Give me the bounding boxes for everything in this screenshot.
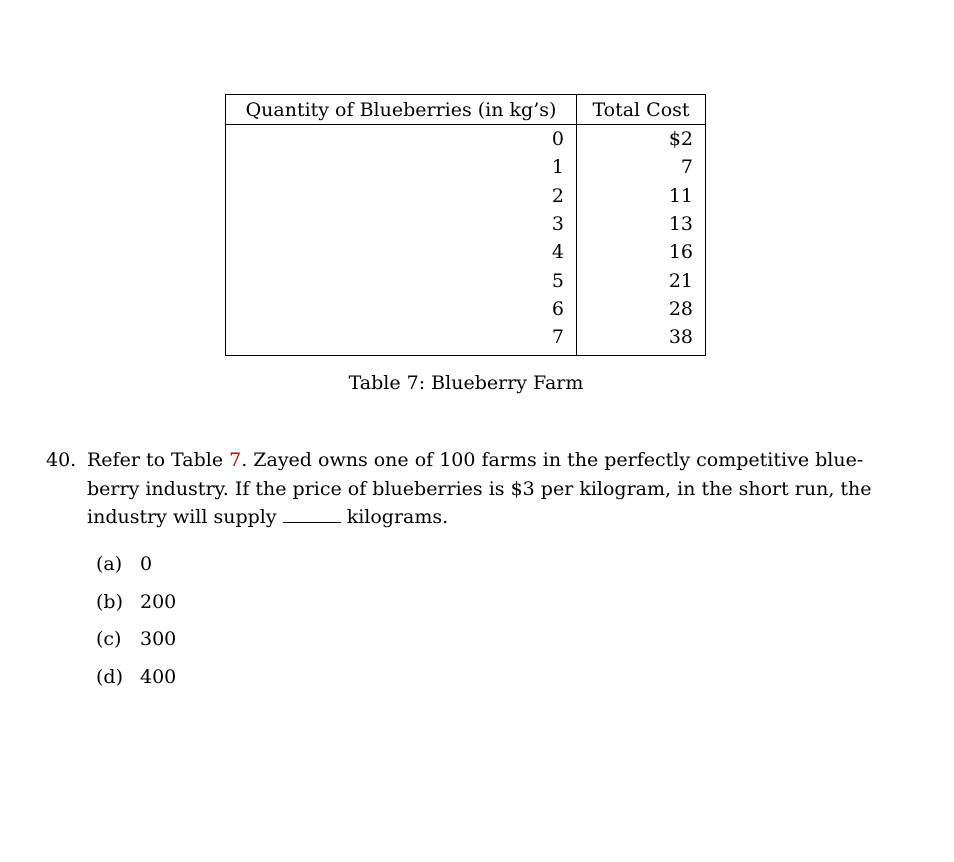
option-value: 400: [140, 665, 177, 688]
option-label: (b): [96, 590, 123, 613]
question-text-part3: kilograms.: [340, 506, 449, 528]
quantity-cell: 0: [226, 125, 577, 154]
question-text-part1: Refer to Table: [87, 449, 230, 471]
table-reference-link[interactable]: 7: [229, 449, 242, 471]
table-row: [226, 210, 706, 238]
header-total-cost: Total Cost: [577, 95, 706, 125]
option-a[interactable]: [96, 550, 176, 588]
quantity-cell: 5: [226, 266, 577, 294]
option-value: 200: [140, 590, 177, 613]
total-cost-cell: $2: [668, 128, 693, 151]
total-cost-cell: 7: [680, 156, 693, 179]
option-label: (a): [96, 553, 123, 575]
table-row: [226, 323, 706, 356]
table-row: [226, 125, 706, 154]
total-cost-cell: 13: [668, 213, 693, 236]
question-40: [46, 446, 906, 532]
option-value: 0: [140, 553, 153, 575]
table-header-row: [226, 95, 706, 125]
table-row: [226, 153, 706, 181]
option-b[interactable]: [96, 588, 176, 626]
total-cost-cell: 16: [668, 241, 693, 264]
quantity-cell: 1: [226, 153, 577, 181]
table-row: [226, 266, 706, 294]
option-label: (d): [96, 665, 123, 688]
total-cost-cell: 38: [668, 326, 693, 349]
question-stem: [87, 446, 906, 532]
cost-table-container: [225, 94, 706, 356]
table-row: [226, 182, 706, 210]
answer-options: [96, 550, 176, 700]
header-quantity: Quantity of Blueberries (in kg’s): [226, 95, 577, 125]
quantity-cell: 4: [226, 238, 577, 266]
table-caption: Table 7: Blueberry Farm: [348, 372, 584, 394]
table-row: [226, 238, 706, 266]
quantity-cell: 2: [226, 182, 577, 210]
quantity-cell: 6: [226, 295, 577, 323]
option-d[interactable]: [96, 663, 176, 701]
quantity-cell: 3: [226, 210, 577, 238]
blueberry-cost-table: [225, 94, 706, 356]
question-text-part2: . Zayed owns one of 100 farms in the perfectly competitive blue- berry industry. If the price of blueberries is $3 per kilogram, in the short run, the industry will supply: [87, 449, 872, 528]
total-cost-cell: 21: [668, 269, 693, 292]
option-label: (c): [96, 628, 122, 650]
option-value: 300: [140, 628, 177, 650]
answer-blank: [283, 504, 341, 523]
question-number: 40.: [46, 449, 77, 471]
total-cost-cell: 11: [668, 184, 693, 207]
total-cost-cell: 28: [668, 297, 693, 320]
quantity-cell: 7: [226, 323, 577, 356]
option-c[interactable]: [96, 625, 176, 663]
table-row: [226, 295, 706, 323]
